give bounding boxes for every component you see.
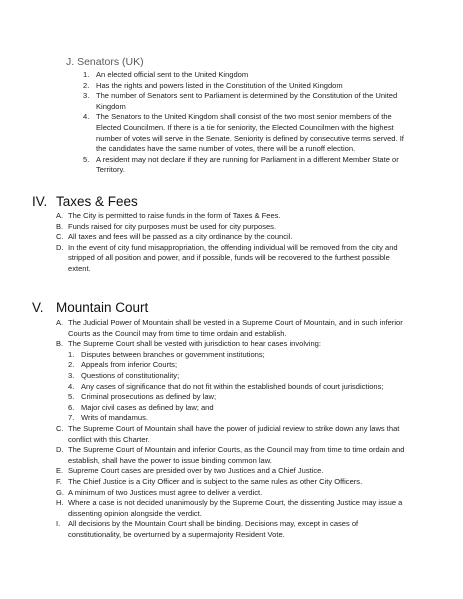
item-marker: C. (56, 232, 64, 242)
list-item (83, 112, 408, 154)
list-item (56, 498, 409, 519)
item-text: In the event of city fund misappropriation, the offending individual will be removed from the city and stripped of all position and power, and if possible, funds will be recovered to the furthest possible extent. (68, 242, 398, 273)
item-text: Funds raised for city purposes must be used for city purposes. (68, 221, 277, 231)
item-text: The Supreme Court shall be vested with jurisdiction to hear cases involving: (68, 339, 321, 349)
item-text: All taxes and fees will be passed as a city ordinance by the council. (68, 232, 293, 242)
list-item (56, 445, 409, 466)
list-item (56, 211, 409, 222)
list-item (68, 371, 409, 382)
item-text: Major civil cases as defined by law; and (81, 402, 214, 412)
list-item (83, 81, 408, 92)
item-text: A resident may not declare if they are running for Parliament in a different Member State or Territory. (96, 154, 399, 175)
list-item (68, 350, 409, 361)
taxes-section-heading (32, 194, 138, 209)
item-text: The Judicial Power of Mountain shall be vested in a Supreme Court of Mountain, and in such inferior Courts as the Council may from time to time ordain and establish. (68, 318, 403, 338)
section-number: IV. (32, 194, 48, 209)
item-text: Where a case is not decided unanimously by the Supreme Court, the dissenting Justice may issue a dissenting opinion alongside the verdict. (68, 498, 403, 518)
item-marker: 1. (83, 70, 90, 79)
list-item (56, 243, 409, 275)
item-marker: I. (56, 519, 61, 529)
item-text: Supreme Court cases are presided over by two Justices and a Chief Justice. (68, 466, 324, 476)
list-item (68, 392, 409, 403)
list-item (68, 403, 409, 414)
taxes-list (56, 211, 409, 275)
item-marker: A. (56, 318, 64, 327)
item-marker: F. (56, 476, 62, 486)
list-item (83, 155, 408, 176)
item-text: Questions of constitutionality; (81, 370, 180, 380)
item-text: The Senators to the United Kingdom shall consist of the two most senior members of the Elected Councilmen. If there is a tie for seniority, the Elected Councilmen with the highest number of votes will serve in the Senate. Seniority is defined by consecutive terms served. If the candidates have the same number of votes, there will be a runoff election. (96, 112, 404, 154)
item-text: The number of Senators sent to Parliament is determined by the Constitution of the United Kingdom (96, 91, 398, 111)
item-marker: 2. (68, 360, 75, 370)
item-text: A minimum of two Justices must agree to deliver a verdict. (68, 487, 263, 497)
list-item (83, 70, 408, 81)
item-marker: 4. (68, 381, 75, 391)
item-marker: A. (56, 211, 64, 220)
item-text: The Supreme Court of Mountain shall have the power of judicial review to strike down any laws that conflict with this Charter. (68, 423, 400, 444)
item-marker: B. (56, 221, 64, 231)
item-marker: 2. (83, 80, 90, 90)
senators-list (83, 70, 408, 176)
list-item (56, 477, 409, 488)
item-text: Any cases of significance that do not fit within the established bounds of court jurisdictions; (81, 381, 384, 391)
item-marker: D. (56, 445, 64, 455)
list-item (68, 382, 409, 393)
item-text: The Chief Justice is a City Officer and is subject to the same rules as other City Officers. (68, 476, 363, 486)
list-item (56, 424, 409, 445)
item-marker: B. (56, 339, 64, 349)
item-marker: D. (56, 242, 64, 252)
list-item (68, 360, 409, 371)
item-marker: G. (56, 487, 64, 497)
item-marker: 4. (83, 112, 90, 122)
list-item (83, 91, 408, 112)
item-text: Writs of mandamus. (81, 413, 148, 423)
court-jurisdiction-sublist (68, 350, 409, 424)
item-text: An elected official sent to the United Kingdom (96, 70, 249, 79)
item-marker: H. (56, 498, 64, 508)
list-item (56, 519, 409, 540)
list-item (56, 232, 409, 243)
item-text: Has the rights and powers listed in the Constitution of the United Kingdom (96, 80, 343, 90)
item-marker: 6. (68, 402, 75, 412)
item-text: All decisions by the Mountain Court shall be binding. Decisions may, except in cases of constitutionality, be overturned by a supermajority Resident Vote. (68, 519, 359, 539)
item-text: Criminal prosecutions as defined by law; (81, 392, 217, 402)
item-marker: C. (56, 423, 64, 433)
section-title: Mountain Court (56, 300, 149, 315)
item-marker: 1. (68, 349, 75, 359)
item-marker: 5. (83, 154, 90, 164)
item-text: Appeals from inferior Courts; (81, 360, 178, 370)
list-item (56, 488, 409, 499)
item-marker: 5. (68, 392, 75, 402)
list-item (68, 413, 409, 424)
list-item (56, 339, 409, 424)
item-text: The City is permitted to raise funds in the form of Taxes & Fees. (68, 211, 281, 220)
item-marker: E. (56, 466, 64, 476)
court-list (56, 318, 409, 540)
list-item (56, 318, 409, 339)
section-number: V. (32, 300, 44, 315)
list-item (56, 466, 409, 477)
section-title: Taxes & Fees (56, 194, 138, 209)
item-text: The Supreme Court of Mountain and inferior Courts, as the Council may from time to time ordain and establish, shall have the power to issue binding common law. (68, 445, 405, 465)
item-marker: 3. (68, 370, 75, 380)
item-marker: 7. (68, 413, 75, 423)
senators-heading: J. Senators (UK) (66, 56, 144, 68)
list-item (56, 222, 409, 233)
court-section-heading (32, 300, 148, 315)
item-marker: 3. (83, 91, 90, 101)
item-text: Disputes between branches or government institutions; (81, 349, 265, 359)
